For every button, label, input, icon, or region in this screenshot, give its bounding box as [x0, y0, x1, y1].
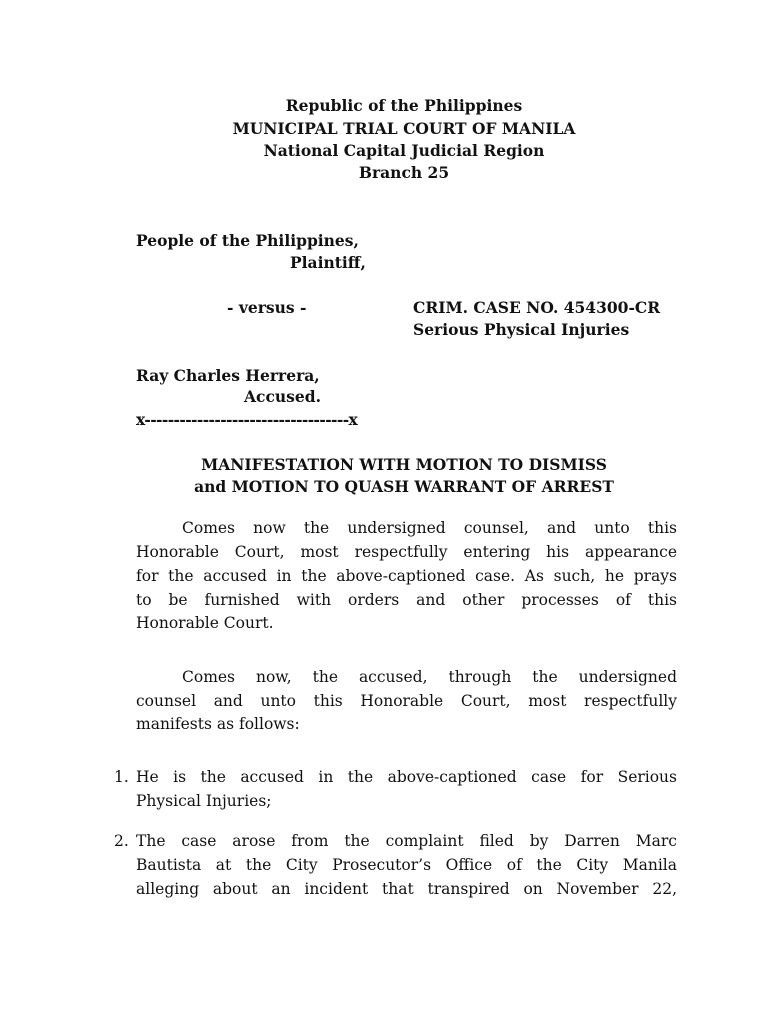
plaintiff-name: People of the Philippines,	[136, 231, 359, 250]
plaintiff-role: Plaintiff,	[290, 253, 366, 272]
accused-name: Ray Charles Herrera,	[136, 366, 320, 385]
header-region: National Capital Judicial Region	[263, 141, 545, 160]
document-title-line1: MANIFESTATION WITH MOTION TO DISMISS	[201, 455, 607, 474]
paragraph1-line2: Honorable Court, most respectfully entering his appearance	[136, 543, 677, 561]
header-republic: Republic of the Philippines	[285, 96, 523, 115]
case-nature: Serious Physical Injuries	[413, 320, 630, 339]
list-item-number: 2.	[114, 832, 129, 850]
document-title-line2: and MOTION TO QUASH WARRANT OF ARREST	[194, 477, 614, 496]
list-item2-line1: The case arose from the complaint filed by Darren Marc	[136, 832, 677, 850]
paragraph2-line2: counsel and unto this Honorable Court, most respectfully	[136, 692, 677, 710]
paragraph1-line1: Comes now the undersigned counsel, and unto this	[182, 519, 677, 537]
paragraph1-line4: to be furnished with orders and other processes of this	[136, 591, 677, 609]
versus-label: - versus -	[227, 298, 307, 317]
header-branch: Branch 25	[358, 163, 450, 182]
list-item2-line3: alleging about an incident that transpired on November 22,	[136, 880, 677, 898]
case-number: CRIM. CASE NO. 454300-CR	[413, 298, 661, 317]
accused-role: Accused.	[244, 387, 321, 406]
paragraph1-line3: for the accused in the above-captioned case. As such, he prays	[136, 567, 677, 585]
list-item-number: 1.	[114, 768, 129, 786]
header-court: MUNICIPAL TRIAL COURT OF MANILA	[232, 119, 576, 138]
paragraph2-line1: Comes now, the accused, through the undersigned	[182, 668, 677, 686]
list-item1-line1: He is the accused in the above-captioned case for Serious	[136, 768, 677, 786]
caption-divider: x-----------------------------------x	[136, 410, 358, 429]
paragraph2-line3: manifests as follows:	[136, 715, 300, 733]
list-item1-line2: Physical Injuries;	[136, 792, 272, 810]
list-item2-line2: Bautista at the City Prosecutor’s Office of the City Manila	[136, 856, 677, 874]
paragraph1-line5: Honorable Court.	[136, 614, 274, 632]
